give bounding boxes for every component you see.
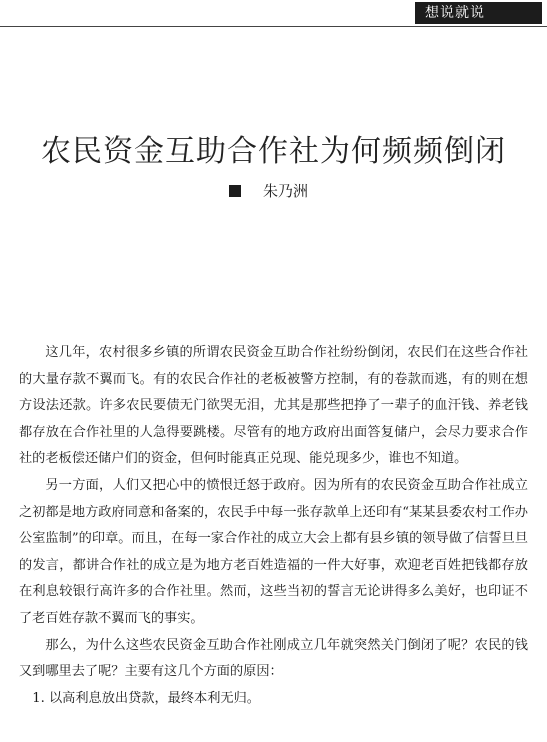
byline-square-icon <box>229 185 241 197</box>
paragraph-3: 那么，为什么这些农民资金互助合作社刚成立几年就突然关门倒闭了呢？农民的钱又到哪里去了呢？主要有这几个方面的原因： <box>19 637 528 680</box>
byline <box>229 181 308 201</box>
article-body <box>19 340 528 712</box>
section-tag: 想说就说 <box>415 2 542 24</box>
author-name: 朱乃洲 <box>263 182 309 200</box>
header-rule <box>0 26 547 27</box>
article-title: 农民资金互助合作社为何频频倒闭 <box>41 134 506 169</box>
list-item: 1. 以高利息放出贷款，最终本利无归。 <box>32 690 260 706</box>
paragraph-1: 这几年，农村很多乡镇的所谓农民资金互助合作社纷纷倒闭，农民们在这些合作社的大量存款不翼而飞。有的农民合作社的老板被警方控制，有的卷款而逃，有的则在想方设法还款。许多农民要债无门欲哭无泪，尤其是那些把挣了一辈子的血汗钱、养老钱都存放在合作社里的人急得要跳楼。尽管有的地方政府出面答复储户，会尽力要求合作社的老板偿还储户们的资金，但何时能真正兑现、能兑现多少，谁也不知道。 <box>19 345 528 467</box>
paragraph-2: 另一方面，人们又把心中的愤恨迁怒于政府。因为所有的农民资金互助合作社成立之初都是地方政府同意和备案的，农民手中每一张存款单上还印有“某某县委农村工作办公室监制”的印章。而且，在每一家合作社的成立大会上都有县乡镇的领导做了信誓旦旦的发言，都讲合作社的成立是为地方老百姓造福的一件大好事，欢迎老百姓把钱都存放在利息较银行高许多的合作社里。然而，这些当初的誓言无论讲得多么美好，也印证不了老百姓存款不翼而飞的事实。 <box>19 477 528 626</box>
